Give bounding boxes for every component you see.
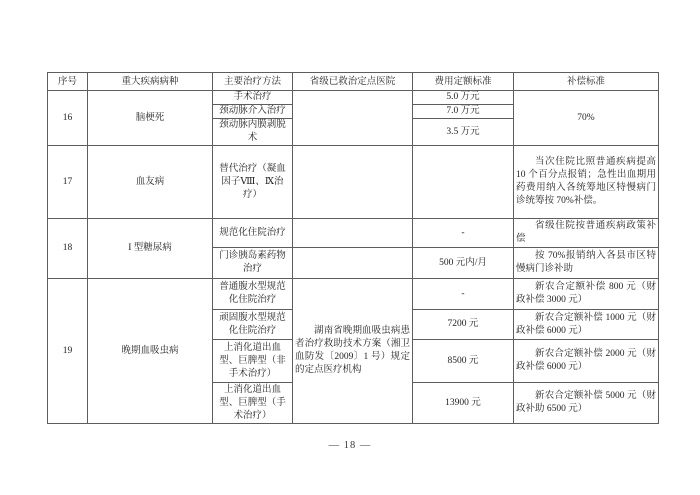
header-hospital: 省级已救治定点医院: [293, 73, 413, 91]
cell-compensation-19c: 新农合定额补偿 2000 元（财政补偿 6000 元）: [514, 340, 659, 383]
cell-disease-17: 血友病: [88, 146, 213, 219]
cell-disease-18: I 型糖尿病: [88, 219, 213, 279]
cell-cost-19a: -: [413, 279, 514, 310]
cell-compensation-19b: 新农合定额补偿 1000 元（财政补偿 6000 元）: [514, 310, 659, 340]
cell-compensation-18a: 省级住院按普通疾病政策补偿: [514, 219, 659, 248]
cell-compensation-19a: 新农合定额补偿 800 元（财政补偿 3000 元）: [514, 279, 659, 310]
cell-hospital-18b: [293, 248, 413, 279]
table-row: [48, 91, 659, 105]
cell-treatment-19a: 普通腹水型规范化住院治疗: [213, 279, 293, 310]
header-compensation-standard: 补偿标准: [514, 73, 659, 91]
cell-hospital-18a: [293, 219, 413, 248]
header-seq: 序号: [48, 73, 88, 91]
page-number: — 18 —: [328, 440, 372, 451]
cell-seq-16: 16: [48, 91, 88, 146]
cell-treatment-16a: 手术治疗: [213, 91, 293, 105]
cell-cost-16a: 5.0 万元: [413, 91, 514, 105]
cell-compensation-19d: 新农合定额补偿 5000 元（财政补助 6500 元）: [514, 383, 659, 424]
cell-seq-19: 19: [48, 279, 88, 424]
cell-treatment-19d: 上消化道出血型、巨脾型（手术治疗）: [213, 383, 293, 424]
cell-treatment-17: 替代治疗（凝血因子Ⅷ、Ⅸ治疗）: [213, 146, 293, 219]
cell-treatment-16c: 颈动脉内膜剥脱术: [213, 119, 293, 146]
cell-treatment-18a: 规范化住院治疗: [213, 219, 293, 248]
cell-compensation-18b: 按 70%报销纳入各县市区特慢病门诊补助: [514, 248, 659, 279]
cell-treatment-16b: 颈动脉介入治疗: [213, 105, 293, 119]
cell-cost-19b: 7200 元: [413, 310, 514, 340]
cell-hospital-16: [293, 91, 413, 146]
header-treatment: 主要治疗方法: [213, 73, 293, 91]
cell-compensation-16: 70%: [514, 91, 659, 146]
cell-cost-16b: 7.0 万元: [413, 105, 514, 119]
cell-cost-18a: -: [413, 219, 514, 248]
cell-seq-18: 18: [48, 219, 88, 279]
cell-cost-19c: 8500 元: [413, 340, 514, 383]
table-header-row: [48, 73, 659, 91]
cell-cost-16c: 3.5 万元: [413, 119, 514, 146]
cell-cost-19d: 13900 元: [413, 383, 514, 424]
cell-treatment-19c: 上消化道出血型、巨脾型（非手术治疗）: [213, 340, 293, 383]
header-disease: 重大疾病病种: [88, 73, 213, 91]
cell-cost-18b: 500 元内/月: [413, 248, 514, 279]
cell-cost-17: [413, 146, 514, 219]
table-row: [48, 279, 659, 310]
table-row: [48, 219, 659, 248]
cell-hospital-19: 湖南省晚期血吸虫病患者治疗救助技术方案（湘卫血防发〔2009〕1 号）规定的定点医疗机构: [293, 279, 413, 424]
header-cost-standard: 费用定额标准: [413, 73, 514, 91]
disease-compensation-table: [47, 72, 659, 424]
table-row: [48, 146, 659, 219]
cell-hospital-17: [293, 146, 413, 219]
cell-treatment-18b: 门诊胰岛素药物治疗: [213, 248, 293, 279]
cell-seq-17: 17: [48, 146, 88, 219]
cell-compensation-17: 当次住院比照普通疾病提高 10 个百分点报销；急性出血期用药费用纳入各统筹地区特慢病门诊统筹按 70%补偿。: [514, 146, 659, 219]
cell-treatment-19b: 顽固腹水型规范化住院治疗: [213, 310, 293, 340]
cell-disease-19: 晚期血吸虫病: [88, 279, 213, 424]
cell-disease-16: 脑梗死: [88, 91, 213, 146]
